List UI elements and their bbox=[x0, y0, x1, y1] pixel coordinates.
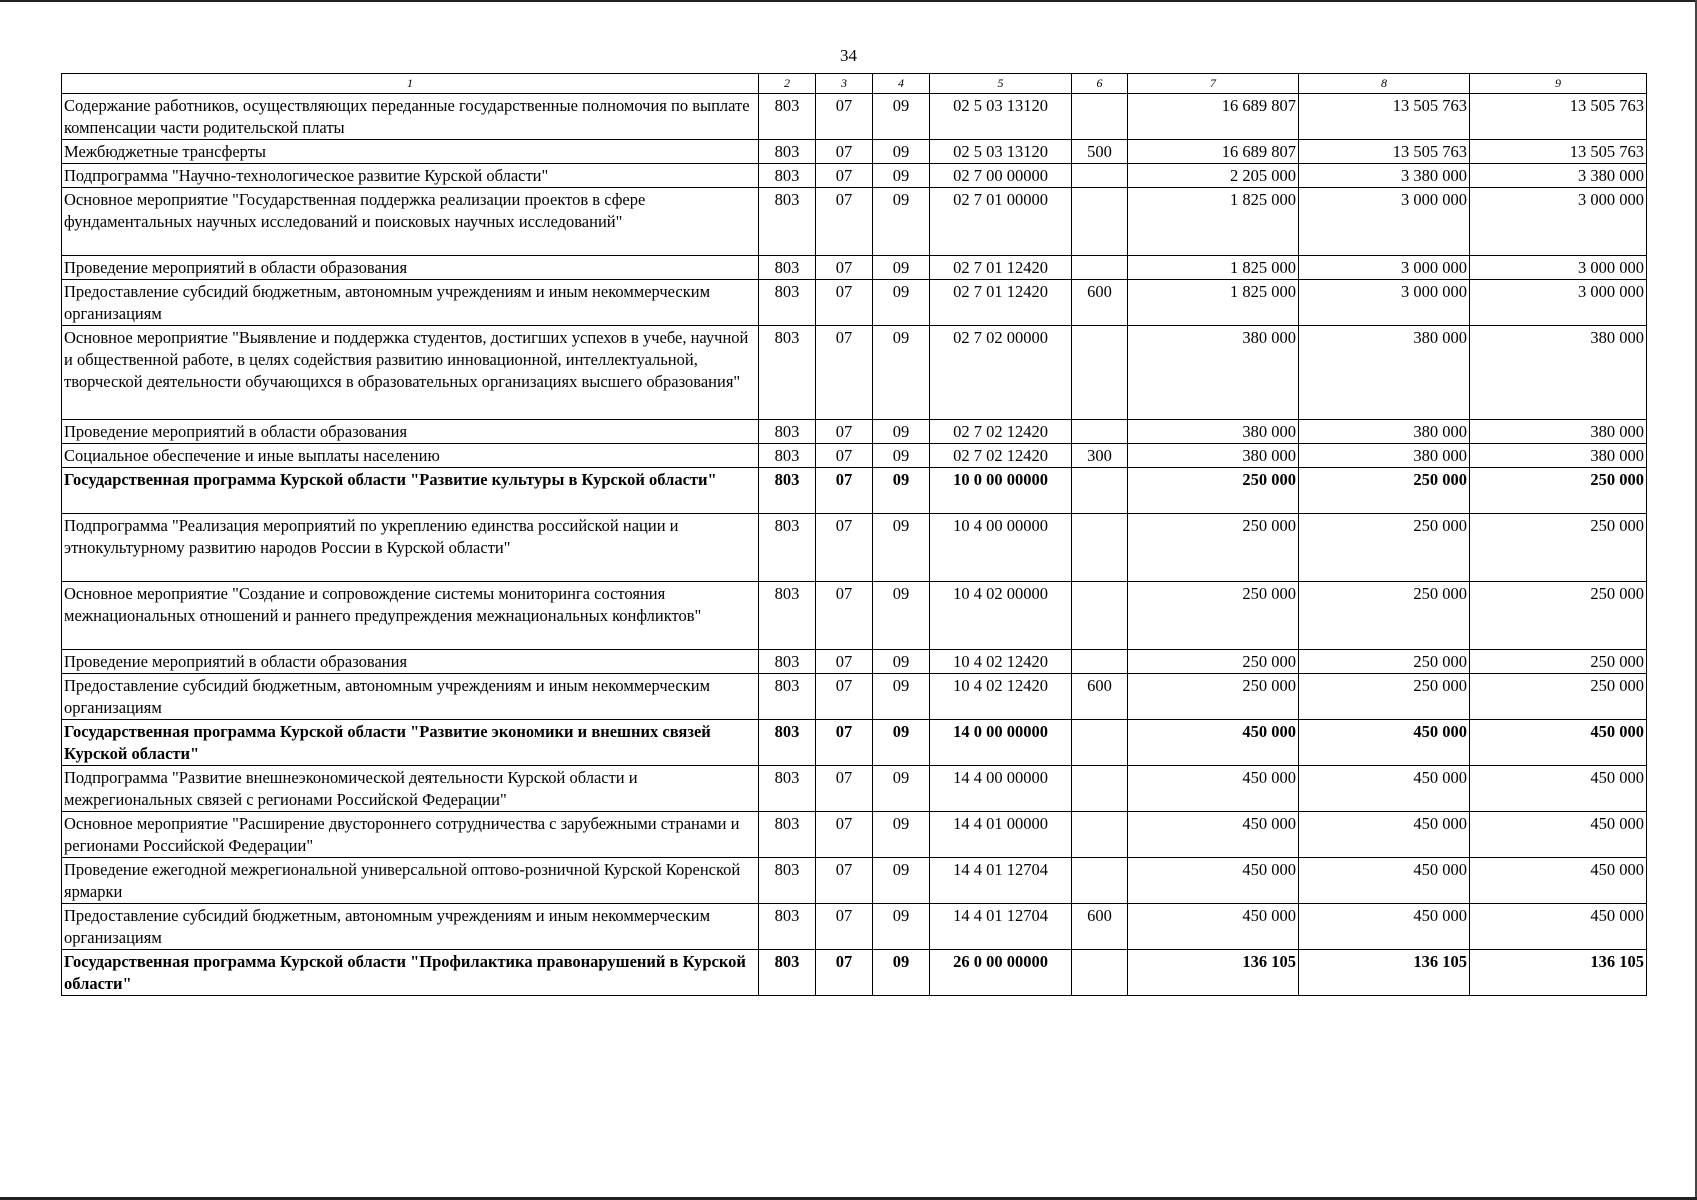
cell-amount-year-1: 1 825 000 bbox=[1128, 256, 1299, 280]
cell-name: Подпрограмма "Развитие внешнеэкономической деятельности Курской области и межрегиональных связей с регионами Российской Федерации" bbox=[62, 766, 759, 812]
cell-amount-year-1: 250 000 bbox=[1128, 582, 1299, 650]
cell-target-article: 10 4 02 12420 bbox=[930, 650, 1072, 674]
cell-amount-year-1: 16 689 807 bbox=[1128, 94, 1299, 140]
cell-section: 07 bbox=[816, 326, 873, 420]
cell-ministry-code: 803 bbox=[759, 420, 816, 444]
table-row bbox=[62, 766, 1647, 812]
cell-amount-year-2: 380 000 bbox=[1299, 444, 1470, 468]
cell-expense-type bbox=[1072, 326, 1128, 420]
cell-ministry-code: 803 bbox=[759, 444, 816, 468]
cell-target-article: 02 7 01 12420 bbox=[930, 256, 1072, 280]
cell-expense-type: 300 bbox=[1072, 444, 1128, 468]
cell-ministry-code: 803 bbox=[759, 94, 816, 140]
cell-name: Государственная программа Курской области "Профилактика правонарушений в Курской области" bbox=[62, 950, 759, 996]
table-row bbox=[62, 444, 1647, 468]
table-row bbox=[62, 674, 1647, 720]
table-row bbox=[62, 514, 1647, 582]
table-row bbox=[62, 720, 1647, 766]
cell-section: 07 bbox=[816, 420, 873, 444]
cell-amount-year-1: 1 825 000 bbox=[1128, 280, 1299, 326]
cell-amount-year-3: 450 000 bbox=[1470, 812, 1647, 858]
cell-section: 07 bbox=[816, 582, 873, 650]
table-row bbox=[62, 188, 1647, 256]
cell-subsection: 09 bbox=[873, 766, 930, 812]
cell-section: 07 bbox=[816, 444, 873, 468]
table-row bbox=[62, 468, 1647, 514]
cell-ministry-code: 803 bbox=[759, 280, 816, 326]
cell-subsection: 09 bbox=[873, 950, 930, 996]
header-col-4: 4 bbox=[873, 74, 930, 94]
cell-ministry-code: 803 bbox=[759, 164, 816, 188]
cell-ministry-code: 803 bbox=[759, 766, 816, 812]
cell-target-article: 10 4 00 00000 bbox=[930, 514, 1072, 582]
cell-subsection: 09 bbox=[873, 468, 930, 514]
header-col-2: 2 bbox=[759, 74, 816, 94]
cell-expense-type bbox=[1072, 420, 1128, 444]
cell-amount-year-3: 3 000 000 bbox=[1470, 256, 1647, 280]
cell-amount-year-2: 250 000 bbox=[1299, 468, 1470, 514]
cell-amount-year-3: 3 000 000 bbox=[1470, 280, 1647, 326]
cell-amount-year-3: 450 000 bbox=[1470, 858, 1647, 904]
cell-amount-year-2: 450 000 bbox=[1299, 812, 1470, 858]
cell-name: Основное мероприятие "Создание и сопровождение системы мониторинга состояния межнациональных отношений и раннего предупреждения межнациональных конфликтов" bbox=[62, 582, 759, 650]
cell-name: Подпрограмма "Научно-технологическое развитие Курской области" bbox=[62, 164, 759, 188]
cell-name: Государственная программа Курской области "Развитие экономики и внешних связей Курской области" bbox=[62, 720, 759, 766]
cell-amount-year-3: 450 000 bbox=[1470, 904, 1647, 950]
cell-subsection: 09 bbox=[873, 280, 930, 326]
cell-target-article: 26 0 00 00000 bbox=[930, 950, 1072, 996]
cell-amount-year-2: 3 000 000 bbox=[1299, 188, 1470, 256]
cell-name: Государственная программа Курской области "Развитие культуры в Курской области" bbox=[62, 468, 759, 514]
cell-subsection: 09 bbox=[873, 674, 930, 720]
cell-amount-year-2: 450 000 bbox=[1299, 904, 1470, 950]
cell-section: 07 bbox=[816, 280, 873, 326]
cell-target-article: 02 7 02 00000 bbox=[930, 326, 1072, 420]
cell-name: Межбюджетные трансферты bbox=[62, 140, 759, 164]
cell-expense-type bbox=[1072, 720, 1128, 766]
cell-amount-year-1: 450 000 bbox=[1128, 766, 1299, 812]
cell-amount-year-2: 380 000 bbox=[1299, 420, 1470, 444]
budget-table bbox=[61, 73, 1647, 996]
cell-subsection: 09 bbox=[873, 444, 930, 468]
cell-section: 07 bbox=[816, 674, 873, 720]
cell-subsection: 09 bbox=[873, 256, 930, 280]
cell-amount-year-2: 13 505 763 bbox=[1299, 94, 1470, 140]
cell-amount-year-3: 13 505 763 bbox=[1470, 140, 1647, 164]
table-row bbox=[62, 812, 1647, 858]
cell-name: Содержание работников, осуществляющих переданные государственные полномочия по выплате компенсации части родительской платы bbox=[62, 94, 759, 140]
cell-name: Социальное обеспечение и иные выплаты населению bbox=[62, 444, 759, 468]
cell-section: 07 bbox=[816, 812, 873, 858]
cell-subsection: 09 bbox=[873, 812, 930, 858]
table-row bbox=[62, 140, 1647, 164]
cell-amount-year-2: 13 505 763 bbox=[1299, 140, 1470, 164]
cell-ministry-code: 803 bbox=[759, 812, 816, 858]
cell-subsection: 09 bbox=[873, 164, 930, 188]
cell-subsection: 09 bbox=[873, 904, 930, 950]
cell-target-article: 02 7 02 12420 bbox=[930, 420, 1072, 444]
cell-amount-year-1: 1 825 000 bbox=[1128, 188, 1299, 256]
cell-target-article: 02 7 01 00000 bbox=[930, 188, 1072, 256]
cell-amount-year-3: 136 105 bbox=[1470, 950, 1647, 996]
cell-amount-year-2: 250 000 bbox=[1299, 514, 1470, 582]
table-row bbox=[62, 326, 1647, 420]
cell-amount-year-2: 250 000 bbox=[1299, 582, 1470, 650]
cell-ministry-code: 803 bbox=[759, 514, 816, 582]
cell-amount-year-1: 136 105 bbox=[1128, 950, 1299, 996]
cell-expense-type: 600 bbox=[1072, 280, 1128, 326]
cell-amount-year-1: 250 000 bbox=[1128, 514, 1299, 582]
cell-section: 07 bbox=[816, 94, 873, 140]
cell-expense-type: 600 bbox=[1072, 904, 1128, 950]
cell-ministry-code: 803 bbox=[759, 326, 816, 420]
table-row bbox=[62, 256, 1647, 280]
cell-subsection: 09 bbox=[873, 582, 930, 650]
cell-amount-year-2: 250 000 bbox=[1299, 674, 1470, 720]
cell-target-article: 14 4 01 12704 bbox=[930, 858, 1072, 904]
cell-ministry-code: 803 bbox=[759, 650, 816, 674]
cell-expense-type bbox=[1072, 188, 1128, 256]
cell-amount-year-1: 450 000 bbox=[1128, 904, 1299, 950]
header-col-8: 8 bbox=[1299, 74, 1470, 94]
cell-amount-year-2: 136 105 bbox=[1299, 950, 1470, 996]
table-row bbox=[62, 650, 1647, 674]
header-row bbox=[62, 74, 1647, 94]
header-col-5: 5 bbox=[930, 74, 1072, 94]
cell-expense-type bbox=[1072, 164, 1128, 188]
cell-amount-year-3: 250 000 bbox=[1470, 514, 1647, 582]
cell-expense-type bbox=[1072, 514, 1128, 582]
cell-section: 07 bbox=[816, 950, 873, 996]
cell-amount-year-3: 13 505 763 bbox=[1470, 94, 1647, 140]
table-row bbox=[62, 582, 1647, 650]
cell-name: Предоставление субсидий бюджетным, автономным учреждениям и иным некоммерческим организациям bbox=[62, 280, 759, 326]
cell-expense-type bbox=[1072, 468, 1128, 514]
cell-amount-year-1: 450 000 bbox=[1128, 812, 1299, 858]
cell-amount-year-2: 3 000 000 bbox=[1299, 256, 1470, 280]
cell-amount-year-3: 450 000 bbox=[1470, 720, 1647, 766]
table-row bbox=[62, 164, 1647, 188]
cell-subsection: 09 bbox=[873, 188, 930, 256]
table-row bbox=[62, 950, 1647, 996]
table-row bbox=[62, 858, 1647, 904]
cell-amount-year-3: 250 000 bbox=[1470, 650, 1647, 674]
cell-section: 07 bbox=[816, 256, 873, 280]
cell-subsection: 09 bbox=[873, 720, 930, 766]
cell-ministry-code: 803 bbox=[759, 256, 816, 280]
cell-amount-year-1: 250 000 bbox=[1128, 468, 1299, 514]
cell-amount-year-3: 380 000 bbox=[1470, 326, 1647, 420]
table-row bbox=[62, 280, 1647, 326]
cell-subsection: 09 bbox=[873, 858, 930, 904]
header-col-9: 9 bbox=[1470, 74, 1647, 94]
cell-name: Предоставление субсидий бюджетным, автономным учреждениям и иным некоммерческим организациям bbox=[62, 904, 759, 950]
cell-amount-year-3: 380 000 bbox=[1470, 444, 1647, 468]
cell-ministry-code: 803 bbox=[759, 858, 816, 904]
cell-ministry-code: 803 bbox=[759, 188, 816, 256]
cell-expense-type bbox=[1072, 950, 1128, 996]
cell-amount-year-3: 380 000 bbox=[1470, 420, 1647, 444]
cell-name: Основное мероприятие "Выявление и поддержка студентов, достигших успехов в учебе, научной и общественной работе, в целях содействия развитию инновационной, интеллектуальной, творческой деятельности обучающихся в образовательных организациях высшего образования" bbox=[62, 326, 759, 420]
cell-section: 07 bbox=[816, 650, 873, 674]
cell-target-article: 14 4 00 00000 bbox=[930, 766, 1072, 812]
cell-amount-year-1: 16 689 807 bbox=[1128, 140, 1299, 164]
cell-section: 07 bbox=[816, 164, 873, 188]
header-col-6: 6 bbox=[1072, 74, 1128, 94]
cell-section: 07 bbox=[816, 514, 873, 582]
cell-amount-year-2: 450 000 bbox=[1299, 766, 1470, 812]
table-row bbox=[62, 94, 1647, 140]
cell-name: Подпрограмма "Реализация мероприятий по укреплению единства российской нации и этнокультурному развитию народов России в Курской области" bbox=[62, 514, 759, 582]
cell-section: 07 bbox=[816, 188, 873, 256]
cell-expense-type bbox=[1072, 858, 1128, 904]
table-row bbox=[62, 420, 1647, 444]
cell-target-article: 14 0 00 00000 bbox=[930, 720, 1072, 766]
cell-expense-type: 500 bbox=[1072, 140, 1128, 164]
header-col-3: 3 bbox=[816, 74, 873, 94]
cell-target-article: 02 7 01 12420 bbox=[930, 280, 1072, 326]
cell-amount-year-3: 250 000 bbox=[1470, 582, 1647, 650]
cell-subsection: 09 bbox=[873, 650, 930, 674]
cell-ministry-code: 803 bbox=[759, 582, 816, 650]
cell-amount-year-3: 250 000 bbox=[1470, 468, 1647, 514]
cell-amount-year-3: 3 000 000 bbox=[1470, 188, 1647, 256]
cell-expense-type bbox=[1072, 812, 1128, 858]
cell-section: 07 bbox=[816, 904, 873, 950]
cell-expense-type bbox=[1072, 582, 1128, 650]
page-number: 34 bbox=[840, 46, 857, 65]
cell-ministry-code: 803 bbox=[759, 950, 816, 996]
cell-amount-year-1: 250 000 bbox=[1128, 674, 1299, 720]
cell-amount-year-1: 450 000 bbox=[1128, 720, 1299, 766]
cell-target-article: 10 4 02 12420 bbox=[930, 674, 1072, 720]
cell-amount-year-2: 450 000 bbox=[1299, 720, 1470, 766]
cell-amount-year-1: 380 000 bbox=[1128, 420, 1299, 444]
cell-target-article: 02 5 03 13120 bbox=[930, 94, 1072, 140]
cell-expense-type bbox=[1072, 650, 1128, 674]
cell-amount-year-3: 3 380 000 bbox=[1470, 164, 1647, 188]
cell-expense-type bbox=[1072, 256, 1128, 280]
cell-section: 07 bbox=[816, 468, 873, 514]
cell-target-article: 14 4 01 00000 bbox=[930, 812, 1072, 858]
scan-edge-top bbox=[0, 0, 1697, 2]
cell-amount-year-2: 250 000 bbox=[1299, 650, 1470, 674]
cell-expense-type bbox=[1072, 94, 1128, 140]
cell-target-article: 02 7 02 12420 bbox=[930, 444, 1072, 468]
cell-name: Проведение мероприятий в области образования bbox=[62, 650, 759, 674]
cell-name: Проведение мероприятий в области образования bbox=[62, 420, 759, 444]
cell-ministry-code: 803 bbox=[759, 674, 816, 720]
cell-amount-year-2: 3 000 000 bbox=[1299, 280, 1470, 326]
cell-name: Основное мероприятие "Государственная поддержка реализации проектов в сфере фундаментальных научных исследований и поисковых научных исследований" bbox=[62, 188, 759, 256]
cell-section: 07 bbox=[816, 766, 873, 812]
cell-name: Проведение ежегодной межрегиональной универсальной оптово-розничной Курской Коренской ярмарки bbox=[62, 858, 759, 904]
cell-subsection: 09 bbox=[873, 420, 930, 444]
cell-amount-year-1: 450 000 bbox=[1128, 858, 1299, 904]
cell-target-article: 14 4 01 12704 bbox=[930, 904, 1072, 950]
cell-amount-year-2: 380 000 bbox=[1299, 326, 1470, 420]
cell-target-article: 02 5 03 13120 bbox=[930, 140, 1072, 164]
cell-amount-year-2: 3 380 000 bbox=[1299, 164, 1470, 188]
cell-section: 07 bbox=[816, 858, 873, 904]
cell-amount-year-1: 380 000 bbox=[1128, 444, 1299, 468]
cell-amount-year-1: 2 205 000 bbox=[1128, 164, 1299, 188]
header-col-7: 7 bbox=[1128, 74, 1299, 94]
cell-section: 07 bbox=[816, 720, 873, 766]
cell-subsection: 09 bbox=[873, 94, 930, 140]
cell-subsection: 09 bbox=[873, 514, 930, 582]
cell-target-article: 10 4 02 00000 bbox=[930, 582, 1072, 650]
table-row bbox=[62, 904, 1647, 950]
cell-name: Основное мероприятие "Расширение двустороннего сотрудничества с зарубежными странами и регионами Российской Федерации" bbox=[62, 812, 759, 858]
cell-amount-year-1: 380 000 bbox=[1128, 326, 1299, 420]
cell-ministry-code: 803 bbox=[759, 904, 816, 950]
header-col-1: 1 bbox=[62, 74, 759, 94]
cell-expense-type bbox=[1072, 766, 1128, 812]
cell-amount-year-3: 450 000 bbox=[1470, 766, 1647, 812]
cell-amount-year-2: 450 000 bbox=[1299, 858, 1470, 904]
cell-section: 07 bbox=[816, 140, 873, 164]
cell-name: Проведение мероприятий в области образования bbox=[62, 256, 759, 280]
cell-target-article: 10 0 00 00000 bbox=[930, 468, 1072, 514]
cell-ministry-code: 803 bbox=[759, 468, 816, 514]
cell-amount-year-1: 250 000 bbox=[1128, 650, 1299, 674]
cell-amount-year-3: 250 000 bbox=[1470, 674, 1647, 720]
cell-subsection: 09 bbox=[873, 140, 930, 164]
cell-subsection: 09 bbox=[873, 326, 930, 420]
cell-target-article: 02 7 00 00000 bbox=[930, 164, 1072, 188]
cell-expense-type: 600 bbox=[1072, 674, 1128, 720]
cell-ministry-code: 803 bbox=[759, 140, 816, 164]
cell-ministry-code: 803 bbox=[759, 720, 816, 766]
cell-name: Предоставление субсидий бюджетным, автономным учреждениям и иным некоммерческим организациям bbox=[62, 674, 759, 720]
table-body bbox=[62, 94, 1647, 996]
